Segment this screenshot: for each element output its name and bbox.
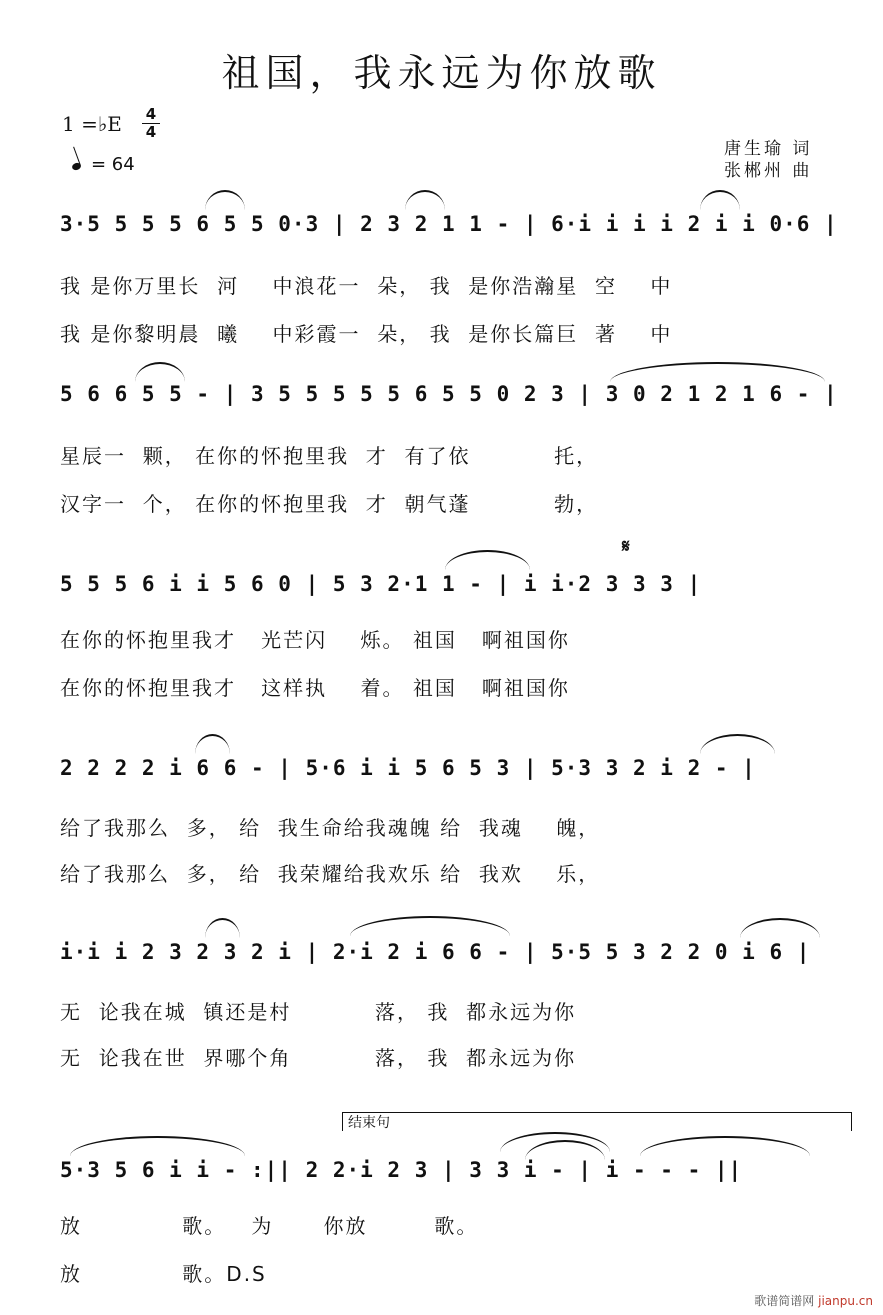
slur-mark — [740, 918, 820, 938]
lyric-verse-1: 给了我那么 多， 给 我生命给我魂魄 给 我魂 魄， — [60, 816, 601, 840]
lyric-verse-1: 放 歌。 为 你放 歌。 — [60, 1214, 479, 1238]
lyric-verse-1: 星辰一 颗， 在你的怀抱里我 才 有了依 托， — [60, 444, 599, 468]
tempo-value: = 64 — [91, 154, 135, 175]
watermark-site-name: 歌谱简谱网 — [754, 1294, 815, 1308]
slur-mark — [610, 362, 825, 382]
notation-line: 5 6 6 5 5 - | 3 5 5 5 5 5 6 5 5 0 2 3 | 3 0 2 1 2 1 6 - | — [60, 382, 838, 406]
key-signature: 1 =♭E — [62, 112, 122, 136]
ending-bracket — [342, 1112, 852, 1131]
song-title: 祖国，我永远为你放歌 — [221, 51, 662, 95]
time-signature-bottom: 4 — [142, 123, 160, 141]
notation-line: 3·5 5 5 5 6 5 5 0·3 | 2 3 2 1 1 - | 6·i i i i 2 i i 0·6 | — [60, 212, 838, 236]
slur-mark — [640, 1136, 810, 1156]
notation-line: 5 5 5 6 i i 5 6 0 | 5 3 2·1 1 - | i i·2 3 3 3 | — [60, 572, 702, 596]
site-watermark — [754, 1292, 873, 1309]
lyricist-credit: 唐生瑜 词 — [724, 139, 813, 159]
lyric-verse-2: 给了我那么 多， 给 我荣耀给我欢乐 给 我欢 乐， — [60, 862, 601, 886]
lyric-verse-1: 无 论我在城 镇还是村 落， 我 都永远为你 — [60, 1000, 577, 1024]
slur-mark — [700, 190, 740, 210]
time-signature — [142, 106, 160, 141]
slur-mark — [205, 190, 245, 210]
lyric-verse-1: 我 是你万里长 河 中浪花一 朵， 我 是你浩瀚星 空 中 — [60, 274, 673, 298]
notation-line: 5·3 5 6 i i - :|| 2 2·i 2 3 | 3 3 i - | i - - - || — [60, 1158, 743, 1182]
notation-line: i·i i 2 3 2 3 2 i | 2·i 2 i 6 6 - | 5·5 5 3 2 2 0 i 6 | — [60, 940, 811, 964]
slur-mark — [70, 1136, 245, 1156]
time-signature-top: 4 — [145, 105, 157, 123]
quarter-note-icon — [71, 162, 82, 172]
slur-mark — [405, 190, 445, 210]
lyric-verse-2: 汉字一 个， 在你的怀抱里我 才 朝气蓬 勃， — [60, 492, 599, 516]
lyric-verse-2: 放 歌。D.S — [60, 1262, 267, 1286]
watermark-url: jianpu.cn — [818, 1294, 873, 1308]
lyric-verse-2: 在你的怀抱里我才 这样执 着。 祖国 啊祖国你 — [60, 676, 570, 700]
tempo-marking — [72, 154, 135, 175]
slur-mark — [205, 918, 240, 938]
lyric-verse-2: 无 论我在世 界哪个角 落， 我 都永远为你 — [60, 1046, 577, 1070]
lyric-verse-1: 在你的怀抱里我才 光芒闪 烁。 祖国 啊祖国你 — [60, 628, 570, 652]
ending-label: 结束句 — [348, 1115, 390, 1131]
composer-credit: 张郴州 曲 — [724, 161, 813, 181]
slur-mark — [350, 916, 510, 936]
slur-mark — [135, 362, 185, 382]
slur-mark — [445, 550, 530, 570]
segno-sign: 𝄋 — [622, 536, 630, 557]
lyric-verse-2: 我 是你黎明晨 曦 中彩霞一 朵， 我 是你长篇巨 著 中 — [60, 322, 673, 346]
notation-line: 2 2 2 2 i 6 6 - | 5·6 i i 5 6 5 3 | 5·3 3 2 i 2 - | — [60, 756, 756, 780]
slur-mark — [700, 734, 775, 754]
slur-mark — [195, 734, 230, 754]
